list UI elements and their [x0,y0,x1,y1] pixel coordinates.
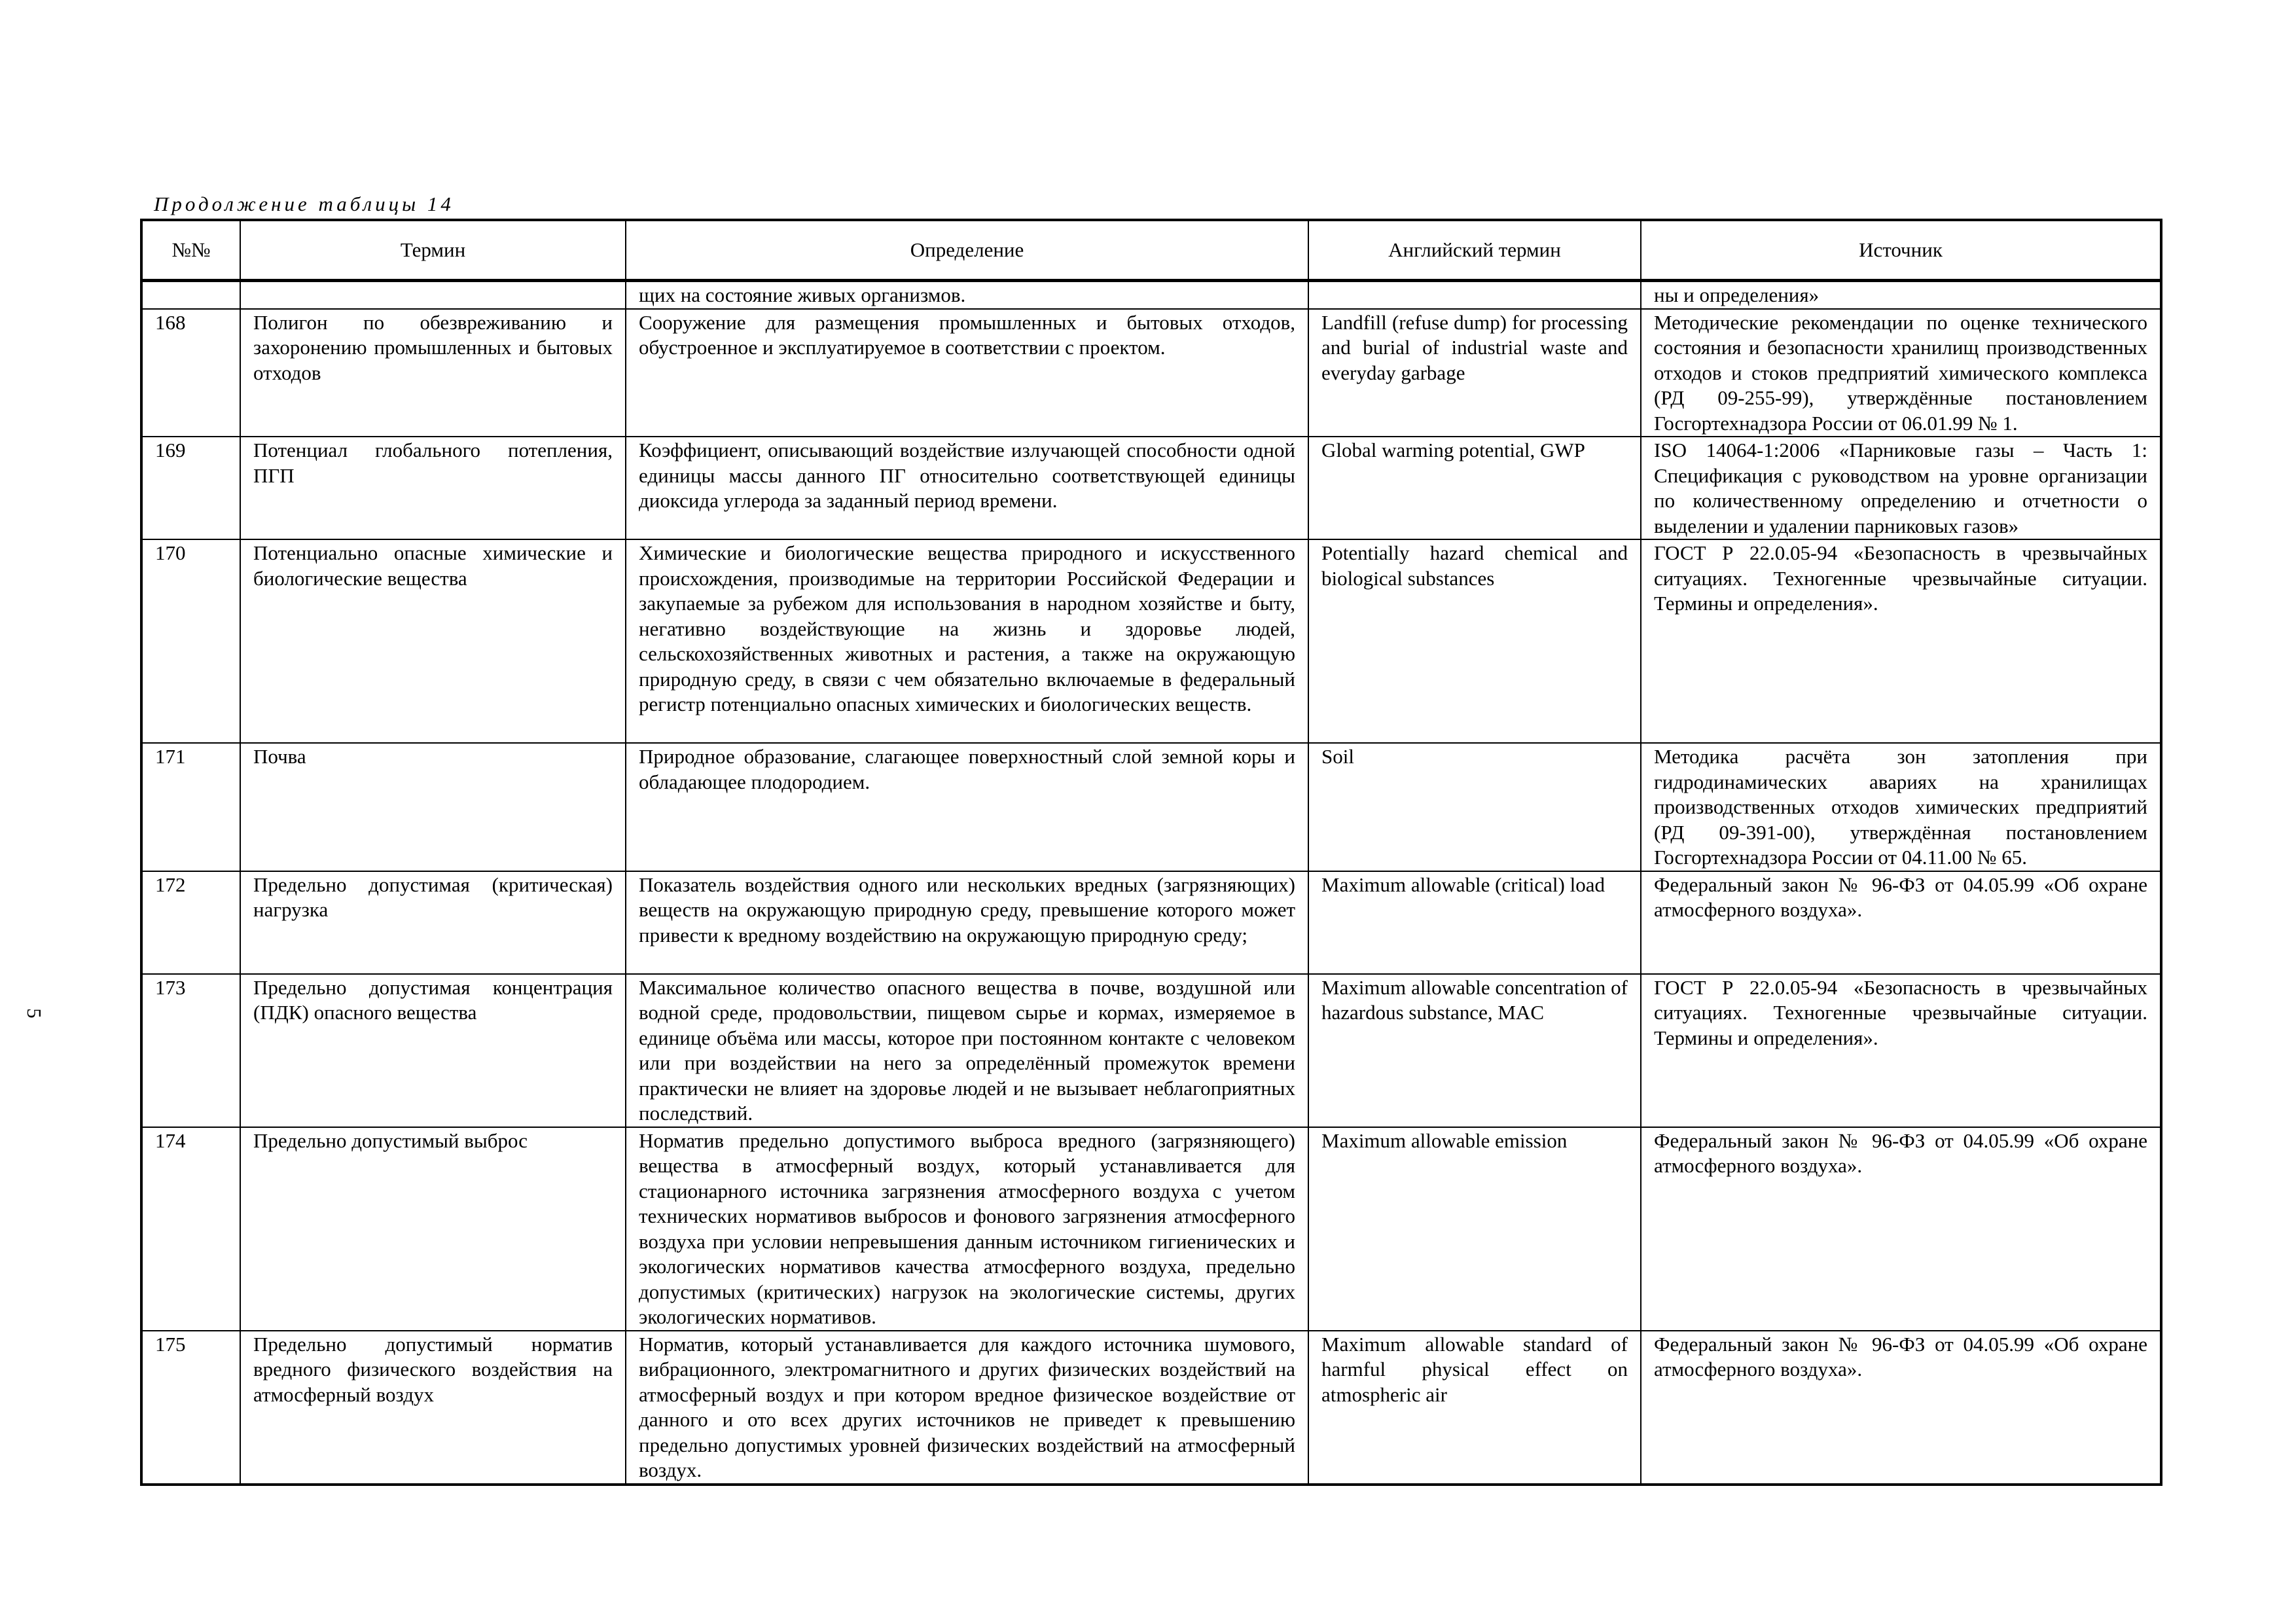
cell-num: 175 [141,1331,240,1485]
cell-source: Методика расчёта зон затопления при гидродинамических авариях на хранилищах производственных отходов химических предприятий (РД 09-391-00), утверждённая постановлением Госгортехнадзора России от 04.11.00 № 65. [1641,743,2161,871]
column-header-english: Английский термин [1308,220,1641,281]
cell-source: Федеральный закон № 96-ФЗ от 04.05.99 «Об охране атмосферного воздуха». [1641,1127,2161,1331]
cell-num: 171 [141,743,240,871]
cell-term: Предельно допустимая концентрация (ПДК) опасного вещества [240,974,626,1127]
cell-english: Maximum allowable standard of harmful physical effect on atmospheric air [1308,1331,1641,1485]
cell-definition: Сооружение для размещения промышленных и бытовых отходов, обустроенное и эксплуатируемое в соответствии с проектом. [626,309,1308,437]
cell-english: Soil [1308,743,1641,871]
cell-definition: щих на состояние живых организмов. [626,281,1308,309]
cell-english: Global warming potential, GWP [1308,437,1641,539]
cell-definition: Коэффициент, описывающий воздействие излучающей способности одной единицы массы данного ПГ относительно соответствующей единицы диоксида углерода за заданный период времени. [626,437,1308,539]
cell-definition: Норматив, который устанавливается для каждого источника шумового, вибрационного, электромагнитного и других физических воздействий на атмосферный воздух и при котором вредное физическое воздействие от данного и ото всех других источников не приведет к превышению предельно допустимых уровней физических воздействий на атмосферный воздух. [626,1331,1308,1485]
column-header-term: Термин [240,220,626,281]
cell-num: 173 [141,974,240,1127]
table-row [141,743,2161,871]
cell-definition: Показатель воздействия одного или нескольких вредных (загрязняющих) веществ на окружающую природную среду, превышение которого может привести к вредному воздействию на окружающую природную среду; [626,871,1308,974]
cell-english [1308,281,1641,309]
cell-num: 169 [141,437,240,539]
terms-table [140,219,2162,1486]
cell-definition: Максимальное количество опасного вещества в почве, воздушной или водной среде, продовольствии, пищевом сырье и кормах, измеряемое в единице объёма или массы, которое при постоянном контакте с человеком или при воздействии на него за определённый промежуток времени практически не влияет на здоровье людей и не вызывает неблагоприятных последствий. [626,974,1308,1127]
table-row [141,871,2161,974]
cell-english: Potentially hazard chemical and biological substances [1308,539,1641,743]
table-header-row [141,220,2161,281]
cell-term: Потенциал глобального потепления, ПГП [240,437,626,539]
cell-term: Предельно допустимый норматив вредного физического воздействия на атмосферный воздух [240,1331,626,1485]
table-row [141,1127,2161,1331]
cell-term: Почва [240,743,626,871]
page-number: 5 [23,1008,46,1019]
cell-source: Методические рекомендации по оценке технического состояния и безопасности хранилищ производственных отходов и стоков предприятий химического комплекса (РД 09-255-99), утверждённые постановлением Госгортехнадзора России от 06.01.99 № 1. [1641,309,2161,437]
table-row [141,974,2161,1127]
cell-english: Landfill (refuse dump) for processing and burial of industrial waste and everyday garbage [1308,309,1641,437]
table-row [141,309,2161,437]
cell-source: Федеральный закон № 96-ФЗ от 04.05.99 «Об охране атмосферного воздуха». [1641,871,2161,974]
table-row [141,539,2161,743]
cell-english: Maximum allowable concentration of hazardous substance, MAC [1308,974,1641,1127]
cell-english: Maximum allowable emission [1308,1127,1641,1331]
continuation-row [141,281,2161,309]
cell-definition: Природное образование, слагающее поверхностный слой земной коры и обладающее плодородием. [626,743,1308,871]
cell-num: 168 [141,309,240,437]
cell-num: 170 [141,539,240,743]
column-header-num: №№ [141,220,240,281]
cell-source: ны и определения» [1641,281,2161,309]
cell-source: Федеральный закон № 96-ФЗ от 04.05.99 «Об охране атмосферного воздуха». [1641,1331,2161,1485]
cell-term: Предельно допустимая (критическая) нагрузка [240,871,626,974]
cell-definition: Норматив предельно допустимого выброса вредного (загрязняющего) вещества в атмосферный воздух, который устанавливается для стационарного источника загрязнения атмосферного воздуха с учетом технических нормативов выбросов и фонового загрязнения атмосферного воздуха при условии непревышения данным источником гигиенических и экологических нормативов качества атмосферного воздуха, предельно допустимых (критических) нагрузок на экологические системы, других экологических нормативов. [626,1127,1308,1331]
column-header-definition: Определение [626,220,1308,281]
cell-source: ГОСТ Р 22.0.05-94 «Безопасность в чрезвычайных ситуациях. Техногенные чрезвычайные ситуации. Термины и определения». [1641,974,2161,1127]
cell-definition: Химические и биологические вещества природного и искусственного происхождения, производимые на территории Российской Федерации и закупаемые за рубежом для использования в народном хозяйстве и быту, негативно воздействующие на жизнь и здоровье людей, сельскохозяйственных животных и растения, а также на окружающую природную среду, в связи с чем обязательно включаемые в федеральный регистр потенциально опасных химических и биологических веществ. [626,539,1308,743]
cell-english: Maximum allowable (critical) load [1308,871,1641,974]
cell-term: Полигон по обезвреживанию и захоронению промышленных и бытовых отходов [240,309,626,437]
cell-source: ГОСТ Р 22.0.05-94 «Безопасность в чрезвычайных ситуациях. Техногенные чрезвычайные ситуации. Термины и определения». [1641,539,2161,743]
table-caption: Продолжение таблицы 14 [154,192,454,215]
cell-term: Предельно допустимый выброс [240,1127,626,1331]
table-row [141,437,2161,539]
cell-source: ISO 14064-1:2006 «Парниковые газы – Часть 1: Спецификация с руководством на уровне организации по количественному определению и отчетности о выделении и удалении парниковых газов» [1641,437,2161,539]
table-row [141,1331,2161,1485]
column-header-source: Источник [1641,220,2161,281]
cell-term: Потенциально опасные химические и биологические вещества [240,539,626,743]
cell-term [240,281,626,309]
cell-num: 172 [141,871,240,974]
cell-num: 174 [141,1127,240,1331]
cell-num [141,281,240,309]
